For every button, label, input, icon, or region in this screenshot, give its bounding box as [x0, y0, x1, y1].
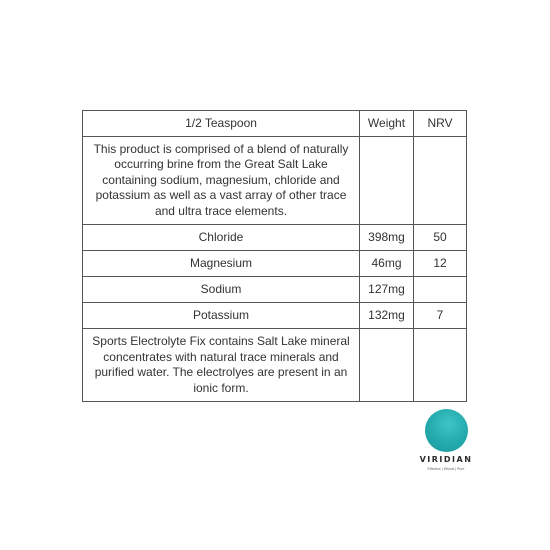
- nutrient-weight: 132mg: [360, 303, 414, 329]
- product-description: This product is comprised of a blend of naturally occurring brine from the Great Salt Lake containing sodium, magnesium, chloride and potassium as well as a vast array of other trace and ultra trace elements.: [83, 137, 360, 225]
- nutrient-nrv: 50: [414, 225, 467, 251]
- nutrient-name: Potassium: [83, 303, 360, 329]
- description-row: [83, 137, 467, 225]
- empty-cell: [414, 329, 467, 402]
- table-row: [83, 303, 467, 329]
- nutrient-name: Magnesium: [83, 251, 360, 277]
- note-row: [83, 329, 467, 402]
- nutrient-weight: 46mg: [360, 251, 414, 277]
- product-note: Sports Electrolyte Fix contains Salt Lake mineral concentrates with natural trace minerals and purified water. The electrolyes are present in an ionic form.: [83, 329, 360, 402]
- nutrient-nrv: [414, 277, 467, 303]
- nutrition-table: [82, 110, 467, 402]
- logo-wordmark: VIRIDIAN: [419, 455, 473, 464]
- serving-size-header: 1/2 Teaspoon: [83, 111, 360, 137]
- nutrient-weight: 398mg: [360, 225, 414, 251]
- empty-cell: [360, 329, 414, 402]
- table-row: [83, 225, 467, 251]
- table-row: [83, 251, 467, 277]
- nrv-header: NRV: [414, 111, 467, 137]
- nutrient-name: Sodium: [83, 277, 360, 303]
- nutrient-nrv: 12: [414, 251, 467, 277]
- nutrient-nrv: 7: [414, 303, 467, 329]
- weight-header: Weight: [360, 111, 414, 137]
- nutrient-name: Chloride: [83, 225, 360, 251]
- viridian-logo: [410, 408, 482, 488]
- logo-tagline: Effective | Ethical | Pure: [427, 467, 465, 471]
- nutrient-weight: 127mg: [360, 277, 414, 303]
- logo-circle-icon: [425, 409, 468, 452]
- empty-cell: [414, 137, 467, 225]
- empty-cell: [360, 137, 414, 225]
- table-header-row: [83, 111, 467, 137]
- table-row: [83, 277, 467, 303]
